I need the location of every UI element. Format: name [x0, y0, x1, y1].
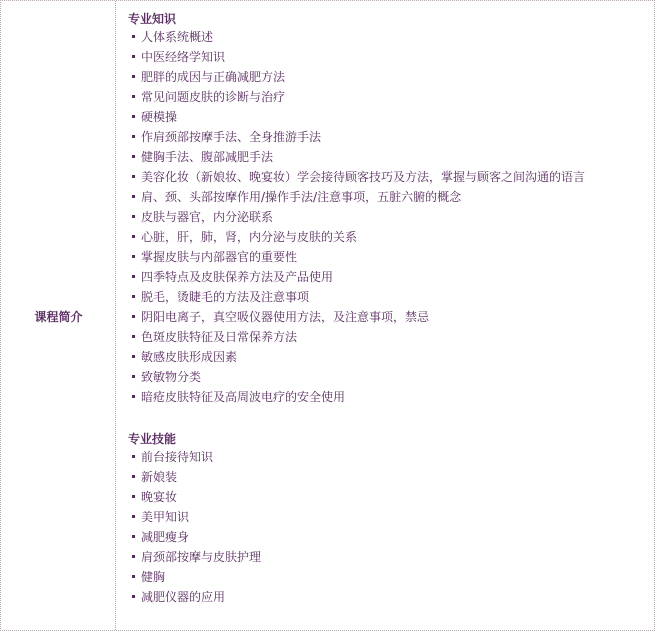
list-item-text: 脱毛，烫睫毛的方法及注意事项: [141, 290, 310, 304]
list-item: [132, 587, 261, 607]
bullet-icon: [132, 555, 135, 558]
list-item: [132, 207, 585, 227]
bullet-icon: [132, 95, 135, 98]
list-item-text: 硬模操: [141, 110, 178, 124]
list-item-text: 减肥瘦身: [141, 530, 190, 544]
bullet-icon: [132, 155, 135, 158]
list-item-text: 色斑皮肤特征及日常保养方法: [141, 330, 298, 344]
section-title-skills: 专业技能: [128, 432, 177, 446]
bullet-icon: [132, 495, 135, 498]
label-cell: [1, 1, 116, 630]
bullet-icon: [132, 135, 135, 138]
list-item: [132, 447, 261, 467]
bullet-icon: [132, 75, 135, 78]
bullet-icon: [132, 295, 135, 298]
bullet-icon: [132, 475, 135, 478]
bullet-icon: [132, 355, 135, 358]
list-item-text: 前台接待知识: [141, 450, 214, 464]
list-item-text: 阴阳电离子，真空吸仪器使用方法，及注意事项，禁忌: [141, 310, 430, 324]
list-item-text: 新娘装: [141, 470, 178, 484]
bullet-icon: [132, 55, 135, 58]
list-item-text: 掌握皮肤与内部器官的重要性: [141, 250, 298, 264]
bullet-icon: [132, 515, 135, 518]
list-item: [132, 87, 585, 107]
list-item: [132, 227, 585, 247]
list-item-text: 健胸手法、腹部减肥手法: [141, 150, 274, 164]
list-item-text: 肥胖的成因与正确减肥方法: [141, 70, 286, 84]
bullet-icon: [132, 255, 135, 258]
section-title-knowledge: 专业知识: [128, 12, 177, 26]
list-item-text: 肩颈部按摩与皮肤护理: [141, 550, 262, 564]
bullet-icon: [132, 195, 135, 198]
list-item-text: 人体系统概述: [141, 30, 214, 44]
list-item: [132, 327, 585, 347]
list-item: [132, 27, 585, 47]
content-cell: [117, 1, 654, 630]
bullet-icon: [132, 535, 135, 538]
list-item-text: 致敏物分类: [141, 370, 202, 384]
bullet-icon: [132, 455, 135, 458]
skills-list: [132, 447, 261, 607]
list-item: [132, 487, 261, 507]
bullet-icon: [132, 35, 135, 38]
list-item-text: 肩、颈、头部按摩作用/操作手法/注意事项，五脏六腑的概念: [141, 190, 462, 204]
list-item: [132, 267, 585, 287]
list-item: [132, 527, 261, 547]
list-item-text: 心脏，肝，肺，肾，内分泌与皮肤的关系: [141, 230, 358, 244]
bullet-icon: [132, 235, 135, 238]
list-item-text: 常见问题皮肤的诊断与治疗: [141, 90, 286, 104]
list-item-text: 作肩颈部按摩手法、全身推游手法: [141, 130, 322, 144]
list-item: [132, 147, 585, 167]
list-item-text: 皮肤与器官，内分泌联系: [141, 210, 274, 224]
list-item: [132, 247, 585, 267]
list-item: [132, 167, 585, 187]
bullet-icon: [132, 215, 135, 218]
list-item-text: 中医经络学知识: [141, 50, 226, 64]
list-item: [132, 347, 585, 367]
bullet-icon: [132, 175, 135, 178]
bullet-icon: [132, 335, 135, 338]
knowledge-list: [132, 27, 585, 407]
list-item: [132, 47, 585, 67]
list-item: [132, 107, 585, 127]
list-item: [132, 547, 261, 567]
list-item-text: 四季特点及皮肤保养方法及产品使用: [141, 270, 334, 284]
bullet-icon: [132, 575, 135, 578]
list-item: [132, 187, 585, 207]
list-item: [132, 307, 585, 327]
list-item-text: 晚宴妆: [141, 490, 178, 504]
list-item-text: 暗疮皮肤特征及高周波电疗的安全使用: [141, 390, 346, 404]
course-intro-label: 课程简介: [34, 310, 83, 324]
list-item: [132, 287, 585, 307]
list-item: [132, 567, 261, 587]
list-item-text: 减肥仪器的应用: [141, 590, 226, 604]
bullet-icon: [132, 395, 135, 398]
list-item: [132, 467, 261, 487]
list-item-text: 健胸: [141, 570, 166, 584]
list-item: [132, 387, 585, 407]
bullet-icon: [132, 115, 135, 118]
bullet-icon: [132, 595, 135, 598]
list-item: [132, 127, 585, 147]
list-item: [132, 507, 261, 527]
bullet-icon: [132, 375, 135, 378]
list-item-text: 美甲知识: [141, 510, 190, 524]
list-item: [132, 367, 585, 387]
list-item-text: 美容化妆（新娘妆、晚宴妆）学会接待顾客技巧及方法，掌握与顾客之间沟通的语言: [141, 170, 586, 184]
bullet-icon: [132, 275, 135, 278]
list-item: [132, 67, 585, 87]
list-item-text: 敏感皮肤形成因素: [141, 350, 238, 364]
bullet-icon: [132, 315, 135, 318]
